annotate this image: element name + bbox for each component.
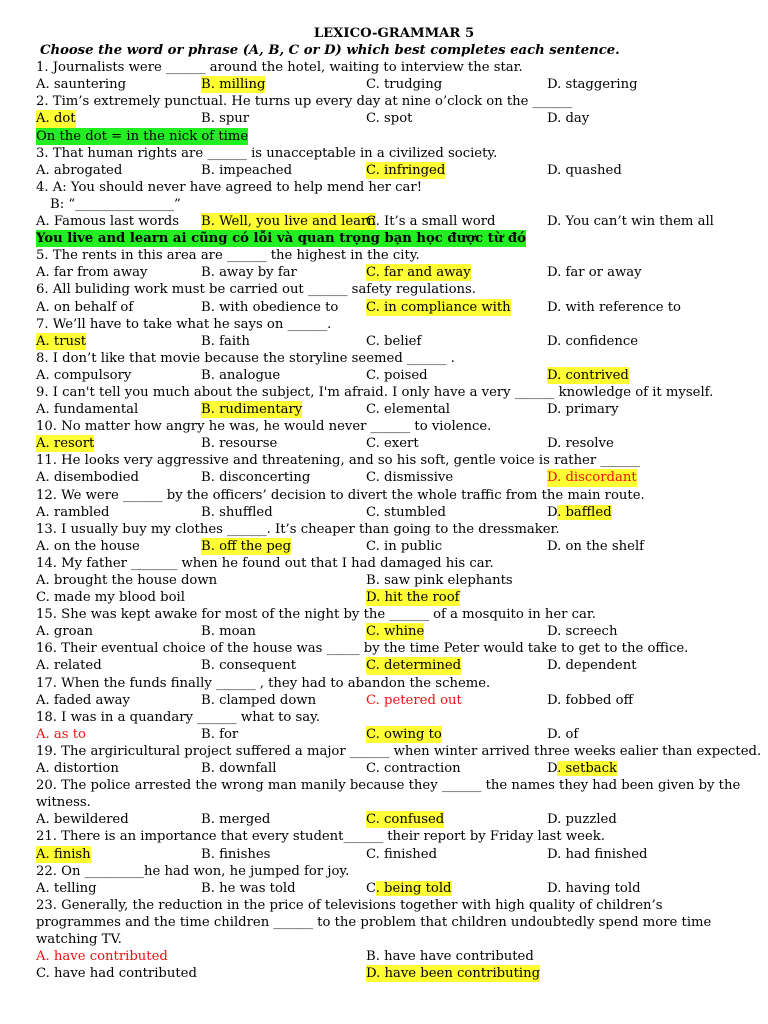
question-text: 16. Their eventual choice of the house was _____ by the time Peter would take to get to the office.: [36, 641, 689, 657]
option: B. analogue: [201, 367, 281, 383]
option: C. made my blood boil: [36, 590, 185, 606]
option: C. dismissive: [366, 470, 454, 486]
option: A. finish: [36, 846, 91, 862]
answer-note: You live and learn ai cũng có lỗi và quan trọng bạn học được từ đó: [36, 231, 526, 247]
option: B. moan: [201, 624, 256, 640]
option: D. on the shelf: [547, 538, 645, 554]
option: C. belief: [366, 333, 422, 349]
question-text: 12. We were ______ by the officers’ decision to divert the whole traffic from the main route.: [36, 487, 645, 503]
option: D. puzzled: [547, 812, 617, 828]
options-row: [36, 760, 742, 777]
option: C. trudging: [366, 77, 443, 93]
question-text: 9. I can't tell you much about the subject, I'm afraid. I only have a very ______ knowledge of it myself.: [36, 384, 714, 400]
option: B. faith: [201, 333, 250, 349]
options-row: [36, 623, 742, 640]
document: [36, 25, 762, 982]
option: D. contrived: [547, 367, 629, 383]
options-row: [36, 401, 742, 418]
option: D. had finished: [547, 846, 648, 862]
option: C. spot: [366, 111, 413, 127]
question-text: 10. No matter how angry he was, he would never ______ to violence.: [36, 419, 492, 435]
option: D. of: [547, 726, 579, 742]
option: A. groan: [36, 624, 93, 640]
option: D. resolve: [547, 436, 614, 452]
answer-note-line: [36, 230, 742, 247]
option: B. he was told: [201, 880, 296, 896]
options-row: [36, 162, 742, 179]
option: B. away by far: [201, 265, 297, 281]
option: D. quashed: [547, 162, 622, 178]
option: B. shuffled: [201, 504, 273, 520]
option: C. contraction: [366, 761, 461, 777]
option: A. disembodied: [36, 470, 139, 486]
options-row: [36, 846, 742, 863]
option: A. have contributed: [36, 949, 168, 965]
options-row: [36, 948, 742, 965]
question-text: 8. I don’t like that movie because the storyline seemed ______ .: [36, 350, 455, 366]
option: C. owing to: [366, 726, 442, 742]
options-row: [36, 76, 742, 93]
option: D. hit the roof: [366, 590, 460, 606]
question-text: 3. That human rights are ______ is unacceptable in a civilized society.: [36, 145, 498, 161]
options-row: [36, 657, 742, 674]
option: A. faded away: [36, 692, 130, 708]
options-row: [36, 572, 742, 589]
option: B. for: [201, 726, 239, 742]
answer-note-line: [36, 128, 742, 145]
option: D. dependent: [547, 658, 637, 674]
option: B. saw pink elephants: [366, 573, 513, 588]
option: A. telling: [36, 880, 97, 896]
question-text: 14. My father _______ when he found out that I had damaged his car.: [36, 555, 494, 571]
option: A. rambled: [36, 504, 110, 520]
option-highlight: . setback: [557, 761, 618, 777]
option: B. merged: [201, 812, 271, 828]
options-row: [36, 811, 742, 828]
option: A. distortion: [36, 761, 119, 777]
question-text: 13. I usually buy my clothes ______. It’s cheaper than going to the dressmaker.: [36, 521, 560, 537]
option: D. staggering: [547, 77, 638, 93]
option: C. finished: [366, 846, 438, 862]
option: B. Well, you live and learn: [201, 214, 376, 230]
options-row: [36, 110, 742, 127]
options-row: [36, 435, 742, 452]
option: C. whine: [366, 624, 425, 640]
option: C. poised: [366, 367, 428, 383]
option: B. off the peg: [201, 538, 292, 554]
option: C. determined: [366, 658, 462, 674]
question-text: 2. Tim’s extremely punctual. He turns up every day at nine o’clock on the ______: [36, 94, 573, 110]
question-text: 4. A: You should never have agreed to help mend her car!: [36, 179, 423, 195]
option: C. being told: [366, 880, 452, 896]
question-text: 11. He looks very aggressive and threatening, and so his soft, gentle voice is rather ______: [36, 453, 640, 469]
option: D. baffled: [547, 504, 612, 520]
options-row: [36, 880, 742, 897]
option: B. spur: [201, 111, 250, 127]
options-row: [36, 726, 742, 743]
question-text: 22. On _________he had won, he jumped for joy.: [36, 863, 350, 879]
option: A. trust: [36, 333, 87, 349]
option: A. dot: [36, 111, 76, 127]
page-title: LEXICO-GRAMMAR 5: [313, 26, 475, 41]
options-row: [36, 538, 742, 555]
option: D. fobbed off: [547, 692, 633, 708]
option: A. sauntering: [36, 77, 127, 93]
option: B. milling: [201, 77, 266, 93]
option: C. petered out: [366, 692, 462, 708]
options-row: [36, 333, 742, 350]
option: B. clamped down: [201, 692, 317, 708]
option: C. in compliance with: [366, 299, 511, 315]
question-text: 1. Journalists were ______ around the hotel, waiting to interview the star.: [36, 60, 523, 76]
question-text: 17. When the funds finally ______ , they had to abandon the scheme.: [36, 675, 491, 691]
option: A. Famous last words: [36, 214, 180, 230]
question-text: 6. All buliding work must be carried out ______ safety regulations.: [36, 282, 476, 298]
option: D. with reference to: [547, 299, 681, 315]
option: D. day: [547, 111, 590, 127]
option: C. have had contributed: [36, 966, 197, 982]
question-text: 7. We’ll have to take what he says on ______.: [36, 316, 332, 332]
option: A. fundamental: [36, 402, 139, 418]
option: D. discordant: [547, 470, 637, 486]
option: A. brought the house down: [36, 573, 218, 588]
options-row: [36, 367, 742, 384]
instructions: Choose the word or phrase (A, B, C or D) which best completes each sentence.: [40, 43, 620, 59]
answer-note: On the dot = in the nick of time: [36, 128, 249, 144]
option: D. having told: [547, 880, 641, 896]
option: D. have been contributing: [366, 966, 541, 982]
options-row: [36, 469, 742, 486]
option: A. far from away: [36, 265, 148, 281]
option: A. as to: [36, 726, 86, 742]
option: D. confidence: [547, 333, 639, 349]
question-text: 5. The rents in this area are ______ the highest in the city.: [36, 248, 420, 264]
option: C. far and away: [366, 265, 471, 281]
options-row: [36, 213, 742, 230]
options-row: [36, 589, 742, 606]
option: A. on behalf of: [36, 299, 134, 315]
question-text: 15. She was kept awake for most of the night by the ______ of a mosquito in her car.: [36, 607, 596, 623]
option: C. in public: [366, 538, 443, 554]
options-row: [36, 299, 742, 316]
option: D. screech: [547, 624, 618, 640]
option: C. exert: [366, 436, 419, 452]
options-row: [36, 504, 742, 521]
option: A. compulsory: [36, 367, 132, 383]
options-row: [36, 965, 742, 982]
option: B. disconcerting: [201, 470, 311, 486]
option: D. far or away: [547, 265, 642, 281]
question-text: 19. The argiricultural project suffered a major ______ when winter arrived three weeks ealier than expected.: [36, 743, 762, 759]
question-text: 23. Generally, the reduction in the price of televisions together with high quality of children’s programmes and the time children ______ to the problem that children undoubtedly spend more time watching TV.: [36, 897, 712, 947]
option: D. primary: [547, 402, 619, 418]
question-text: 20. The police arrested the wrong man manily because they ______ the names they had been given by the witness.: [36, 778, 741, 811]
option: C. confused: [366, 812, 445, 828]
option: A. resort: [36, 436, 95, 452]
option-highlight: . being told: [375, 880, 452, 896]
options-row: [36, 692, 742, 709]
question-list: [36, 59, 762, 982]
option: C. It’s a small word: [366, 214, 496, 230]
option: B. finishes: [201, 846, 271, 862]
option: B. consequent: [201, 658, 296, 674]
option: C. stumbled: [366, 504, 446, 520]
question-text: 21. There is an importance that every student______ their report by Friday last week.: [36, 829, 605, 845]
option: C. infringed: [366, 162, 446, 178]
option: B. resourse: [201, 436, 278, 452]
option: A. abrogated: [36, 162, 123, 178]
options-row: [36, 264, 742, 281]
option: C. elemental: [366, 402, 451, 418]
question-subline: B: “_______________”: [50, 196, 181, 212]
option: B. have have contributed: [366, 949, 534, 965]
option: D. You can’t win them all: [547, 214, 714, 230]
question-text: 18. I was in a quandary ______ what to say.: [36, 709, 321, 725]
option: A. bewildered: [36, 812, 129, 828]
option: B. rudimentary: [201, 402, 303, 418]
option: B. impeached: [201, 162, 293, 178]
option: D. setback: [547, 761, 618, 777]
option: A. related: [36, 658, 102, 674]
option: B. with obedience to: [201, 299, 339, 315]
option-highlight: . baffled: [557, 504, 612, 520]
option: B. downfall: [201, 761, 277, 777]
option: A. on the house: [36, 538, 140, 554]
